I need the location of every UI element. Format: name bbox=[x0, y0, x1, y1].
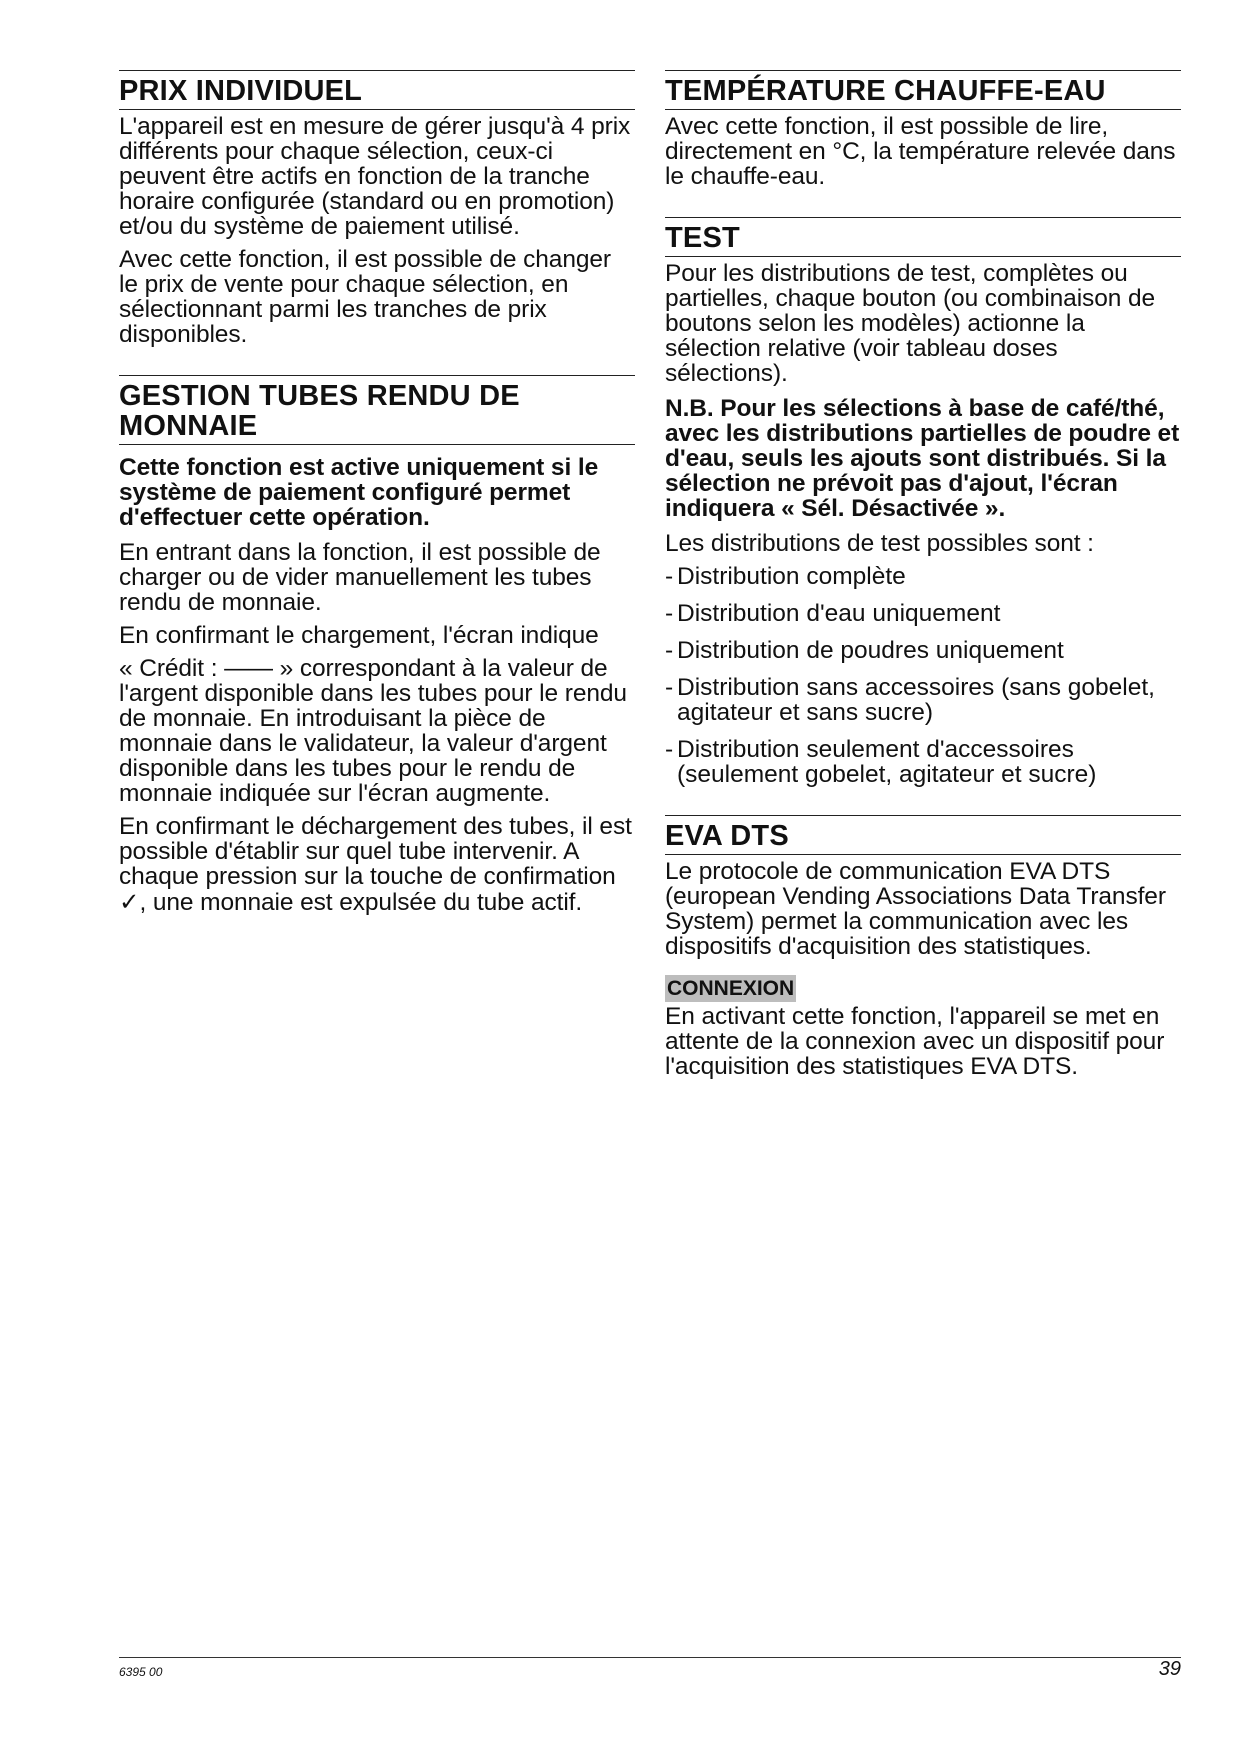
section-prix-individuel bbox=[119, 70, 635, 347]
footer-divider bbox=[119, 1657, 1181, 1658]
list-item: - Distribution de poudres uniquement bbox=[665, 637, 1064, 664]
paragraph: Le protocole de communication EVA DTS (european Vending Associations Data Transfer System) permet la communication avec les dispositifs d'acquisition des statistiques. bbox=[665, 858, 1166, 960]
list-item: - Distribution d'eau uniquement bbox=[665, 600, 1001, 627]
section-title: TEST bbox=[665, 217, 1181, 257]
paragraph: Pour les distributions de test, complètes ou partielles, chaque bouton (ou combinaison de boutons selon les modèles) actionne la sélection relative (voir tableau doses sélections). bbox=[665, 260, 1156, 387]
section-title: PRIX INDIVIDUEL bbox=[119, 70, 635, 110]
subheading-connexion: CONNEXION bbox=[667, 977, 795, 1000]
paragraph: Avec cette fonction, il est possible de changer le prix de vente pour chaque sélection, en sélectionnant parmi les tranches de prix disponibles. bbox=[119, 246, 611, 348]
list-item: - Distribution seulement d'accessoires (seulement gobelet, agitateur et sucre) bbox=[665, 736, 1097, 788]
bold-note: Cette fonction est active uniquement si le système de paiement configuré permet d'effectuer cette opération. bbox=[119, 454, 599, 531]
left-column bbox=[119, 70, 635, 943]
section-title: TEMPÉRATURE CHAUFFE-EAU bbox=[665, 70, 1181, 110]
section-eva-dts bbox=[665, 815, 1181, 1079]
paragraph: L'appareil est en mesure de gérer jusqu'à 4 prix différents pour chaque sélection, ceux-ci peuvent être actifs en fonction de la tranche horaire configurée (standard ou en promotion) et/ou du système de paiement utilisé. bbox=[119, 113, 631, 240]
paragraph-text: , une monnaie est expulsée du tube actif. bbox=[139, 889, 583, 916]
paragraph: Avec cette fonction, il est possible de lire, directement en °C, la température relevée dans le chauffe-eau. bbox=[665, 113, 1176, 190]
checkmark-icon: ✓ bbox=[119, 887, 140, 916]
document-code: 6395 00 bbox=[119, 1665, 163, 1679]
section-gestion-tubes bbox=[119, 375, 635, 915]
list-item: - Distribution sans accessoires (sans gobelet, agitateur et sans sucre) bbox=[665, 674, 1155, 726]
paragraph: Les distributions de test possibles sont : bbox=[665, 530, 1094, 557]
section-test bbox=[665, 217, 1181, 787]
paragraph: « Crédit : —— » correspondant à la valeur de l'argent disponible dans les tubes pour le rendu de monnaie. En introduisant la pièce de monnaie dans le validateur, la valeur d'argent disponible dans les tubes pour le rendu de monnaie indiquée sur l'écran augmente. bbox=[119, 655, 627, 807]
list-item: - Distribution complète bbox=[665, 563, 906, 590]
section-title: GESTION TUBES RENDU DE MONNAIE bbox=[119, 375, 635, 445]
page-number: 39 bbox=[1158, 1658, 1181, 1680]
section-temperature bbox=[665, 70, 1181, 189]
paragraph: En confirmant le chargement, l'écran indique bbox=[119, 622, 599, 649]
right-column bbox=[665, 70, 1181, 1107]
paragraph: En entrant dans la fonction, il est possible de charger ou de vider manuellement les tubes rendu de monnaie. bbox=[119, 539, 601, 616]
section-title: EVA DTS bbox=[665, 815, 1181, 855]
test-list bbox=[665, 564, 1181, 787]
paragraph bbox=[119, 814, 635, 915]
paragraph-text: En confirmant le déchargement des tubes, il est possible d'établir sur quel tube intervenir. A chaque pression sur la touche de confirmation bbox=[119, 813, 632, 890]
paragraph: En activant cette fonction, l'appareil se met en attente de la connexion avec un dispositif pour l'acquisition des statistiques EVA DTS. bbox=[665, 1003, 1165, 1080]
bold-note: N.B. Pour les sélections à base de café/thé, avec les distributions partielles de poudre et d'eau, seuls les ajouts sont distribués. Si la sélection ne prévoit pas d'ajout, l'écran indiquera « Sél. Désactivée ». bbox=[665, 395, 1180, 522]
